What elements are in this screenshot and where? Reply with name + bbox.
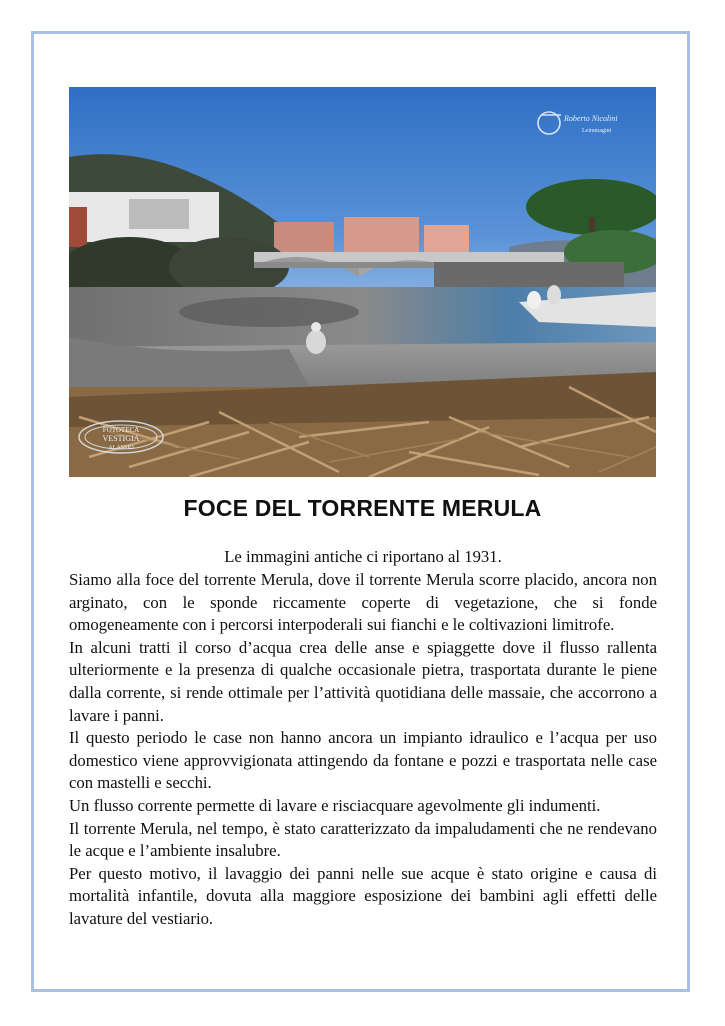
paragraph: Per questo motivo, il lavaggio dei panni nelle sue acque è stato origine e causa di mortalità infantile, dovuta alla maggiore esposizione dei bambini agli effetti delle lavature del vestiario.: [69, 863, 657, 928]
stamp-text: FOTOTECA: [102, 426, 140, 434]
svg-text:Leimmagini: Leimmagini: [582, 128, 612, 134]
svg-text:ALASSIO: ALASSIO: [108, 445, 134, 451]
body-text: [69, 569, 657, 931]
page-title: FOCE DEL TORRENTE MERULA: [183, 495, 542, 521]
paragraph: Siamo alla foce del torrente Merula, dove il torrente Merula scorre placido, ancora non arginato, con le sponde riccamente coperte di vegetazione, che si fonde omogeneamente con i percorsi interpoderali sui fianchi e le coltivazioni limitrofe.: [69, 570, 657, 635]
svg-text:Roberto Nicolini: Roberto Nicolini: [564, 114, 618, 123]
paragraph: In alcuni tratti il corso d’acqua crea delle anse e spiaggette dove il flusso rallenta ulteriormente e la presenza di qualche occasionale pietra, trasportata durante le piene dalla corrente, si rende ottimale per l’attività quotidiana delle massaie, che accorrono a lavare i panni.: [69, 637, 657, 725]
paragraph: Il questo periodo le case non hanno ancora un impianto idraulico e l’acqua per uso domestico viene approvvigionata attingendo da fontane e pozzi e trasportata nelle case con mastelli e secchi.: [69, 728, 657, 793]
river-mouth-photo: [69, 87, 656, 477]
intro-line: Le immagini antiche ci riportano al 1931.: [224, 547, 502, 566]
paragraph: Un flusso corrente permette di lavare e risciacquare agevolmente gli indumenti.: [69, 795, 601, 815]
paragraph: Il torrente Merula, nel tempo, è stato caratterizzato da impaludamenti che ne rendevano le acque e l’ambiente insalubre.: [69, 818, 657, 861]
svg-text:VESTIGIA: VESTIGIA: [102, 434, 140, 443]
